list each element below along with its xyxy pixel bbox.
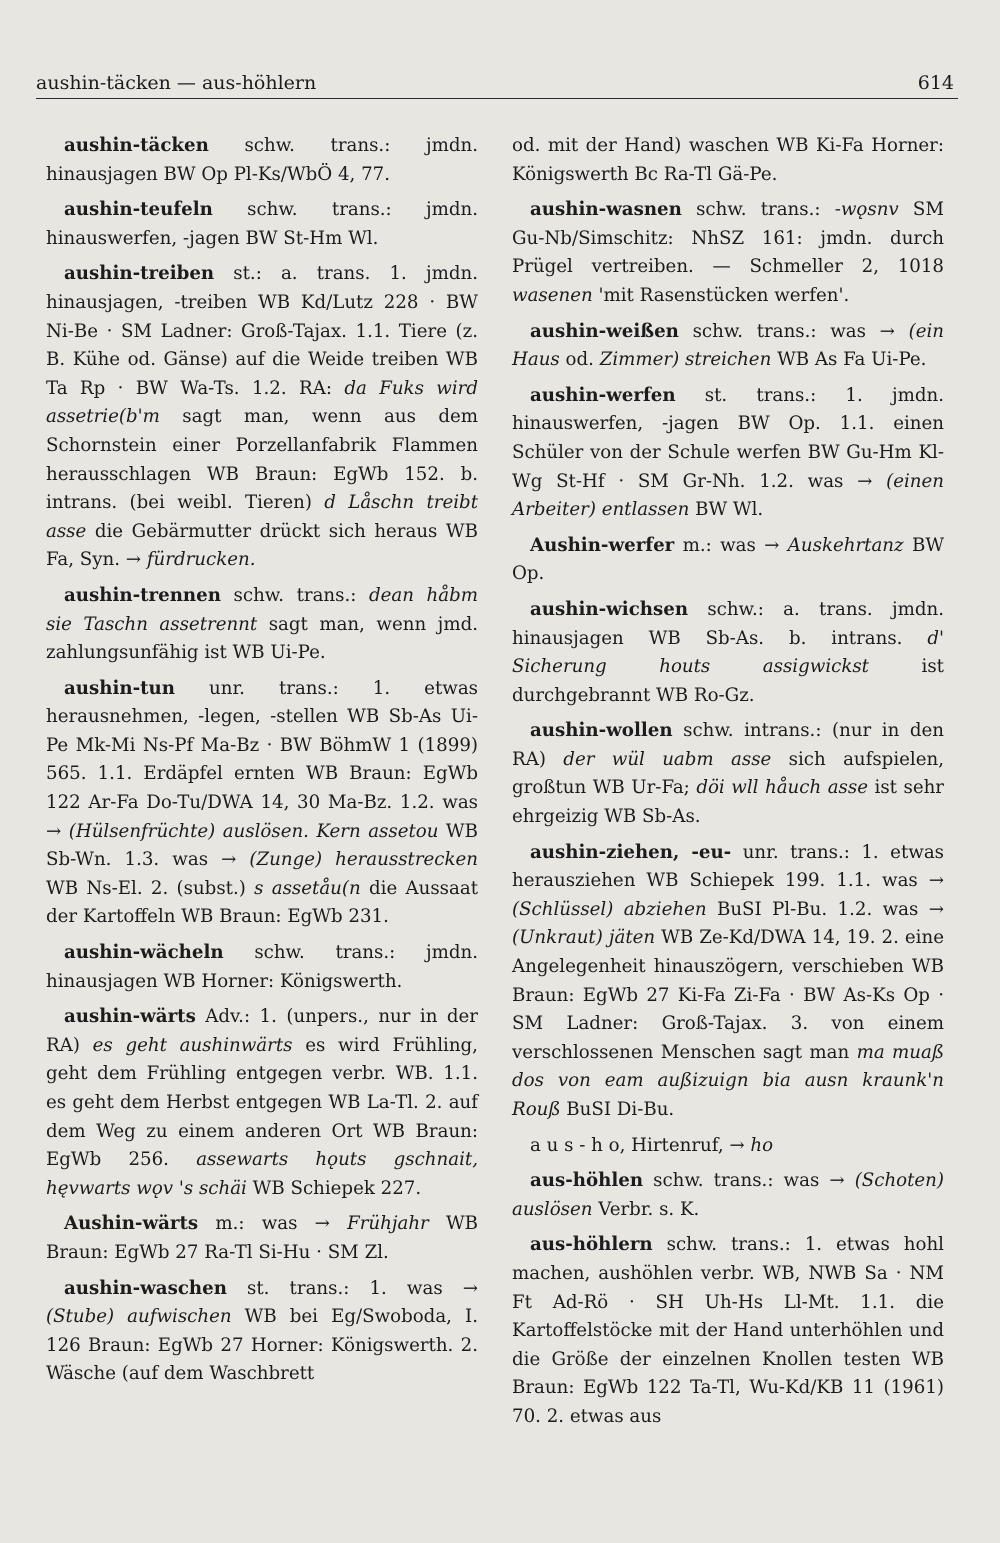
entry-headword: aushin-trennen [64, 584, 221, 606]
right-column [512, 132, 944, 1439]
entry-example: Auskehrtanz [787, 534, 904, 556]
entry-text: BuSI Pl-Bu. 1.2. was → [706, 898, 944, 920]
dictionary-entry [512, 1167, 944, 1224]
entry-text: WB Ze-Kd/DWA 14, 19. 2. eine Angelegenheit hinauszögern, verschieben WB Braun: EgWb 27 Ki-Fa Zi-Fa · BW As-Ks Op · SM Ladner: Groß-Tajax. 3. von einem verschlossenen Menschen sagt man [512, 927, 944, 1063]
entry-headword: Aushin-werfer [530, 534, 675, 556]
entry-example: döi wll håuch asse [696, 777, 868, 799]
entry-text: die Gebärmutter drückt sich heraus WB Fa, Syn. → [46, 520, 478, 571]
entry-text: schw. trans.: was → [678, 320, 909, 342]
entry-headword: aushin-treiben [64, 263, 215, 285]
entry-headword: aushin-wasnen [530, 199, 682, 221]
dictionary-entry [46, 260, 478, 575]
entry-example: (ein Haus [512, 320, 944, 371]
entry-example: s assetåu(n [254, 877, 361, 899]
entry-text: BW Op. [512, 534, 945, 585]
entry-text: sagt man, wenn jmd. zahlungsunfähig ist WB Ui-Pe. [46, 613, 478, 664]
entry-example: ho [750, 1134, 774, 1156]
entry-example: fürdrucken. [146, 549, 256, 571]
left-column [46, 132, 478, 1396]
dictionary-entry [512, 1132, 944, 1161]
entry-example: (Schoten) auslösen [512, 1170, 944, 1220]
entry-text: WB Ns-El. 2. (subst.) [46, 877, 255, 899]
entry-text: unr. trans.: 1. etwas herausnehmen, -legen, -stellen WB Sb-As Ui-Pe Mk-Mi Ns-Pf Ma-Bz · BW BöhmW 1 (1899) 565. 1.1. Erdäpfel ernten WB Braun: EgWb 122 Ar-Fa Do-Tu/DWA 14, 30 Ma-Bz. 1.2. was → [46, 677, 478, 842]
dictionary-entry [46, 582, 478, 668]
entry-headword: aus-höhlern [530, 1234, 653, 1256]
entry-headword: aushin-werfen [530, 384, 676, 406]
entry-example: assewarts hǫuts gschnait, hęvwarts wǫv 's schäi [46, 1149, 478, 1199]
entry-example: der wül uabm asse [563, 748, 772, 770]
entry-headword: aushin-teufeln [64, 199, 213, 221]
entry-text: BW Wl. [689, 499, 764, 521]
entry-example: (Stube) aufwischen [46, 1306, 232, 1328]
entry-text: m.: was → [674, 534, 788, 556]
dictionary-entry [512, 717, 944, 831]
entry-headword: aushin-ziehen, -eu- [530, 841, 732, 863]
dictionary-entry [46, 675, 478, 932]
entry-text: sagt man, wenn aus dem Schornstein einer Porzellanfabrik Flammen herausschlagen WB Braun: EgWb 152. b. intrans. (bei weibl. Tieren) [46, 406, 478, 514]
entry-example: -wǫsnv [834, 199, 899, 221]
entry-example: (Schlüssel) abziehen [512, 898, 707, 920]
entry-headword: aushin-waschen [64, 1277, 227, 1299]
entry-headword: aushin-weißen [530, 320, 679, 342]
entry-example: (Hülsenfrüchte) auslösen. Kern assetou [68, 820, 439, 842]
entry-headword: aushin-wichsen [530, 598, 689, 620]
entry-example: da Fuks wird assetrie(b'm [46, 377, 478, 428]
entry-text: WB Schiepek 227. [246, 1177, 422, 1199]
dictionary-entry [512, 1231, 944, 1431]
entry-text: WB Sb-Wn. 1.3. was → [46, 820, 478, 871]
entry-text: Verbr. s. K. [592, 1198, 700, 1220]
entry-text: od. mit der Hand) waschen WB Ki-Fa Horner: Königswerth Bc Ra-Tl Gä-Pe. [512, 135, 944, 185]
entry-headword: aushin-wärts [64, 1006, 196, 1028]
entry-example: d' Sicherung houts assigwickst [512, 627, 944, 678]
dictionary-entry [512, 132, 944, 189]
entry-text: od. [559, 349, 600, 371]
entry-example: d Låschn treibt asse [46, 492, 478, 542]
entry-example: ma muaß dos von eam außizuign bia ausn kraunk'n Rouß [512, 1041, 945, 1120]
dictionary-entry [512, 382, 944, 525]
entry-text: st.: a. trans. 1. jmdn. hinausjagen, -treiben WB Kd/Lutz 228 · BW Ni-Be · SM Ladner: Groß-Tajax. 1.1. Tiere (z. B. Kühe od. Gänse) auf die Weide treiben WB Ta Rp · BW Wa-Ts. 1.2. RA: [46, 263, 478, 399]
entry-headword: aushin-tun [64, 677, 175, 699]
entry-headword: aushin-wollen [530, 720, 673, 742]
dictionary-entry [46, 132, 478, 189]
dictionary-entry [512, 596, 944, 710]
entry-text: schw.: a. trans. jmdn. hinausjagen WB Sb-As. b. intrans. [512, 598, 944, 649]
entry-text: 'mit Rasenstücken werfen'. [592, 284, 850, 306]
entry-text: die Aussaat der Kartoffeln WB Braun: EgWb 231. [46, 877, 479, 928]
entry-text: m.: was → [198, 1213, 348, 1235]
running-title: aushin-täcken — aus-höhlern [36, 72, 317, 94]
entry-text: sich aufspielen, großtun WB Ur-Fa; [512, 748, 944, 799]
dictionary-entry [512, 839, 944, 1125]
entry-example: Frühjahr [347, 1213, 429, 1235]
entry-text: schw. trans.: was → [643, 1170, 855, 1192]
entry-text: unr. trans.: 1. etwas herausziehen WB Schiepek 199. 1.1. was → [512, 841, 944, 892]
entry-text: schw. trans.: jmdn. hinausjagen BW Op Pl-Ks/WbÖ 4, 77. [46, 135, 478, 185]
entry-headword: aus-höhlen [530, 1170, 644, 1192]
entry-text: es wird Frühling, geht dem Frühling entgegen verbr. WB. 1.1. es geht dem Herbst entgegen WB La-Tl. 2. auf dem Weg zu einem anderen Ort WB Braun: EgWb 256. [46, 1034, 478, 1171]
entry-text: st. trans.: 1. was → [226, 1277, 478, 1299]
entry-text: WB bei Eg/Swoboda, I. 126 Braun: EgWb 27 Horner: Königswerth. 2. Wäsche (auf dem Waschbrett [46, 1306, 478, 1385]
entry-text: schw. trans.: jmdn. hinauswerfen, -jagen BW St-Hm Wl. [46, 199, 478, 249]
entry-example: Zimmer) streichen [599, 349, 772, 371]
entry-text: ist sehr ehrgeizig WB Sb-As. [512, 777, 944, 828]
entry-text: ist durchgebrannt WB Ro-Gz. [512, 656, 944, 706]
entry-example: (Unkraut) jäten [512, 927, 656, 949]
entry-example: (einen Arbeiter) entlassen [512, 470, 944, 521]
entry-text: st. trans.: 1. jmdn. hinauswerfen, -jagen BW Op. 1.1. einen Schüler von der Schule werfen BW Gu-Hm Kl-Wg St-Hf · SM Gr-Nh. 1.2. was → [512, 384, 944, 492]
dictionary-entry [46, 196, 478, 253]
entry-headword: aushin-täcken [64, 135, 209, 156]
entry-headword: Aushin-wärts [64, 1213, 199, 1235]
entry-text: Adv.: 1. (unpers., nur in der RA) [46, 1006, 478, 1056]
dictionary-entry [46, 1275, 478, 1389]
entry-example: es geht aushinwärts [92, 1034, 293, 1056]
entry-example: dean håbm sie Taschn assetrennt [46, 584, 478, 635]
entry-example: (Zunge) herausstrecken [249, 849, 478, 871]
entry-text: a u s - h o, Hirtenruf, → [530, 1134, 751, 1156]
entry-text: BuSI Di-Bu. [560, 1099, 675, 1120]
entry-text: WB As Fa Ui-Pe. [771, 349, 927, 371]
entry-text: schw. trans.: [681, 199, 835, 221]
page-number: 614 [917, 72, 954, 94]
dictionary-entry [512, 318, 944, 375]
entry-text: schw. trans.: [220, 584, 369, 606]
entry-headword: aushin-wächeln [64, 942, 224, 964]
entry-text: WB Braun: EgWb 27 Ra-Tl Si-Hu · SM Zl. [46, 1213, 479, 1263]
entry-text: schw. trans.: 1. etwas hohl machen, aushöhlen verbr. WB, NWB Sa · NM Ft Ad-Rö · SH Uh-Hs Ll-Mt. 1.1. die Kartoffelstöcke mit der Hand unterhöhlen und die Größe der einzelnen Knollen testen WB Braun: EgWb 122 Ta-Tl, Wu-Kd/KB 11 (1961) 70. 2. etwas aus [512, 1234, 944, 1427]
dictionary-entry [46, 939, 478, 996]
running-header [36, 68, 958, 99]
entry-example: wasenen [512, 284, 593, 306]
entry-text: SM Gu-Nb/Simschitz: NhSZ 161: jmdn. durch Prügel vertreiben. — Schmeller 2, 1018 [512, 199, 944, 278]
dictionary-entry [46, 1210, 478, 1267]
entry-text: schw. trans.: jmdn. hinausjagen WB Horner: Königswerth. [46, 942, 478, 992]
dictionary-entry [512, 532, 944, 589]
dictionary-entry [512, 196, 944, 310]
entry-text: schw. intrans.: (nur in den RA) [512, 720, 944, 770]
dictionary-entry [46, 1003, 478, 1203]
